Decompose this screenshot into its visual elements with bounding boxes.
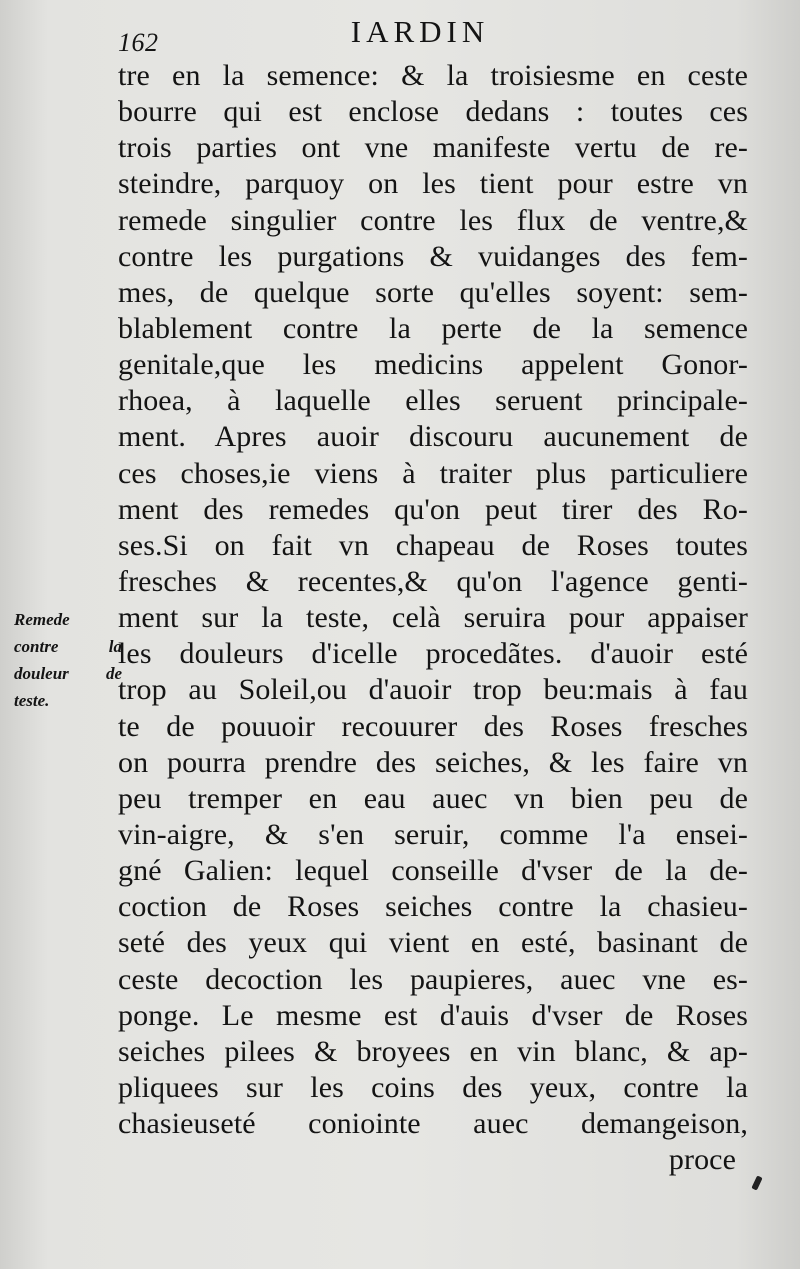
text-line: steindre, parquoy on les tient pour estre vn: [118, 167, 748, 201]
marginal-note-line: contre la: [14, 637, 122, 656]
text-line: bourre qui est enclose dedans : toutes ces: [118, 95, 748, 129]
body-text: [118, 58, 748, 1178]
text-line: mes, de quelque sorte qu'elles soyent: sem-: [118, 275, 748, 309]
text-line: peu tremper en eau auec vn bien peu de: [118, 781, 748, 815]
text-line: remede singulier contre les flux de ventre,&: [118, 203, 748, 237]
marginal-note-line: Remede: [14, 610, 70, 629]
text-line: on pourra prendre des seiches, & les faire vn: [118, 745, 748, 779]
text-line: ment sur la teste, celà seruira pour appaiser: [118, 601, 748, 635]
text-line: trois parties ont vne manifeste vertu de re-: [118, 131, 748, 165]
marginal-note-line: douleur de: [14, 664, 122, 683]
text-line: les douleurs d'icelle procedãtes. d'auoir esté: [118, 637, 748, 671]
text-line: tre en la semence: & la troisiesme en ceste: [118, 59, 748, 92]
text-line: chasieuseté coniointe auec demangeison,: [118, 1107, 748, 1141]
text-line: blablement contre la perte de la semence: [118, 311, 748, 345]
text-line: seté des yeux qui vient en esté, basinant de: [118, 926, 748, 960]
marginal-note: [14, 606, 122, 714]
ink-speck: [751, 1175, 762, 1190]
text-line: vin-aigre, & s'en seruir, comme l'a ensei-: [118, 817, 748, 851]
marginal-note-line: teste.: [14, 691, 50, 710]
text-line: fresches & recentes,& qu'on l'agence genti-: [118, 564, 748, 598]
text-line: genitale,que les medicins appelent Gonor-: [118, 348, 748, 382]
text-line: seiches pilees & broyees en vin blanc, & ap-: [118, 1034, 748, 1068]
running-title: IARDIN: [350, 14, 490, 49]
text-line: ces choses,ie viens à traiter plus particuliere: [118, 456, 748, 490]
catchword: proce: [668, 1143, 736, 1177]
folio-number: 162: [118, 28, 159, 57]
text-line: gné Galien: lequel conseille d'vser de la de-: [118, 854, 748, 888]
text-line: ment. Apres auoir discouru aucunement de: [118, 420, 748, 454]
text-line: trop au Soleil,ou d'auoir trop beu:mais à fau: [118, 673, 748, 707]
text-line: pliquees sur les coins des yeux, contre la: [118, 1070, 748, 1104]
text-line: ponge. Le mesme est d'auis d'vser de Roses: [118, 998, 748, 1032]
text-line: ment des remedes qu'on peut tirer des Ro-: [118, 492, 748, 526]
text-line: rhoea, à laquelle elles seruent principale-: [118, 384, 748, 418]
text-line: ses.Si on fait vn chapeau de Roses toutes: [118, 528, 748, 562]
page-header: [0, 10, 800, 57]
text-line: ceste decoction les paupieres, auec vne es-: [118, 962, 748, 996]
text-line: contre les purgations & vuidanges des fem-: [118, 239, 748, 273]
text-line: te de pouuoir recouurer des Roses fresches: [118, 709, 748, 743]
text-line: coction de Roses seiches contre la chasieu-: [118, 890, 748, 924]
